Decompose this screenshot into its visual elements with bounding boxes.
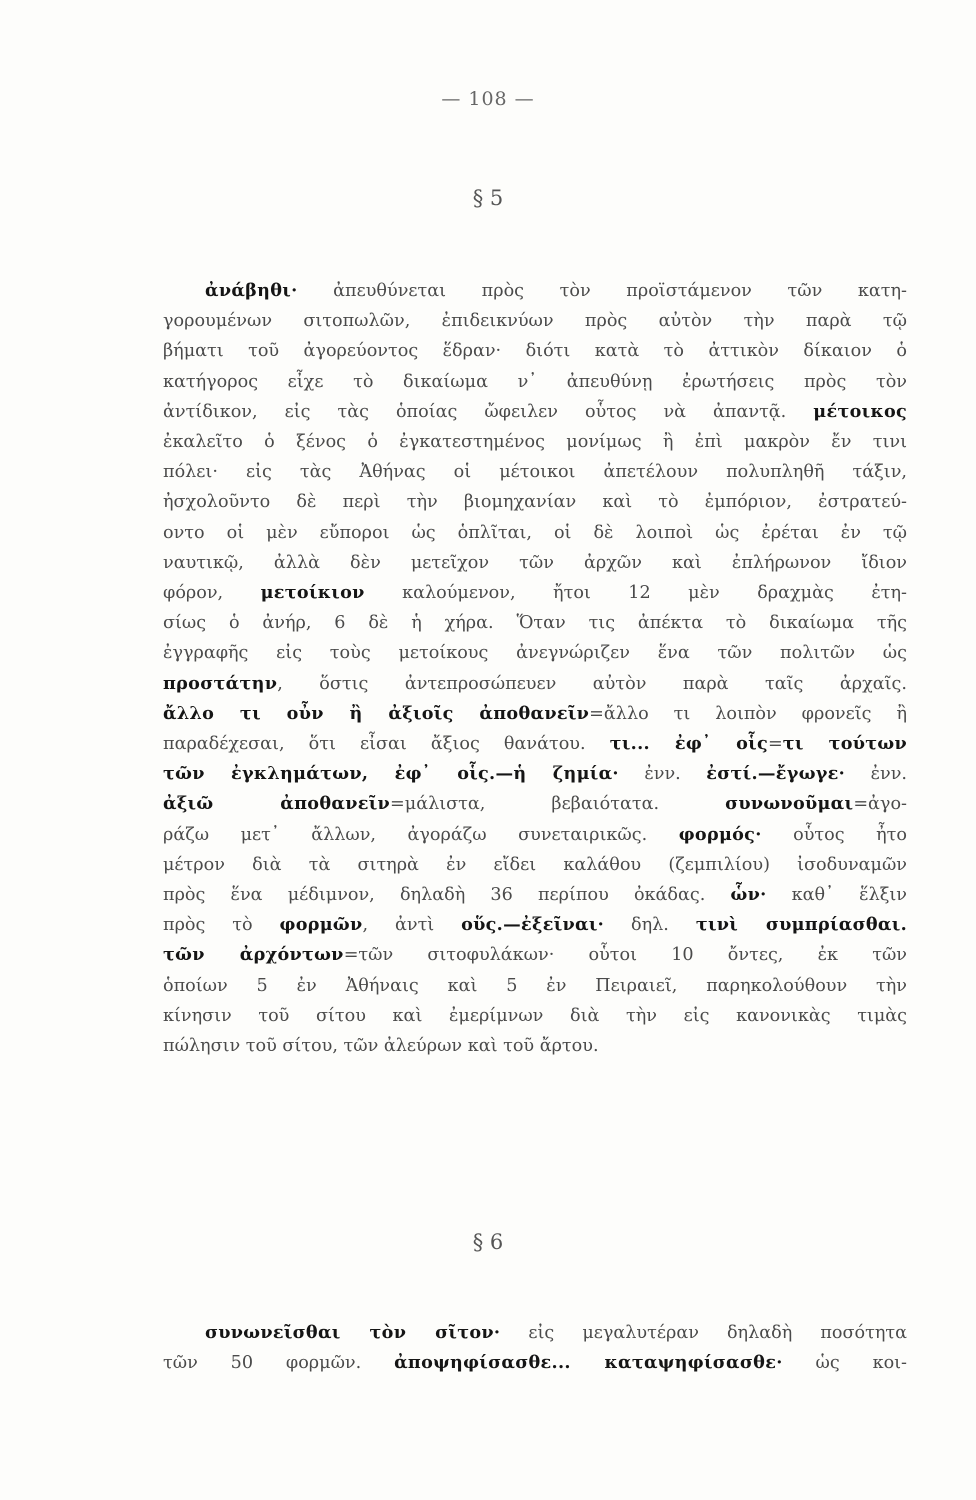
text-run: οὗτος ἦτο: [761, 824, 907, 845]
text-run: βήματι τοῦ ἀγορεύοντος ἕδραν· διότι κατὰ τὸ ἀττικὸν δίκαιον ὁ: [163, 341, 907, 362]
bold-lemma: ἄλλο τι οὖν ἢ ἀξιοῖς ἀποθανεῖν: [163, 702, 590, 724]
text-run: , ὅστις ἀντεπροσώπευεν αὐτὸν παρὰ ταῖς ἀρχαῖς.: [277, 673, 907, 694]
text-run: πόλει· εἰς τὰς Ἀθήνας οἱ μέτοικοι ἀπετέλουν πολυπληθῆ τάξιν,: [163, 462, 907, 483]
bold-lemma: ἀνάβηθι·: [205, 280, 298, 301]
text-line: [163, 940, 907, 970]
text-line: [163, 1348, 907, 1378]
text-line: [163, 306, 907, 336]
text-run: ἐκαλεῖτο ὁ ξένος ὁ ἐγκατεστημένος μονίμως ἢ ἐπὶ μακρὸν ἔν τινι: [163, 432, 907, 453]
text-line: [163, 1318, 907, 1348]
text-run: πρὸς ἕνα μέδιμνον, δηλαδὴ 36 περίπου ὀκάδας.: [163, 885, 731, 906]
section-5-commentary: [163, 276, 907, 1061]
text-run: δηλ.: [604, 915, 696, 936]
bold-lemma: μετοίκιον: [260, 582, 365, 604]
section-5-heading: § 5: [472, 186, 504, 210]
text-line: [163, 638, 907, 668]
text-run: ράζω μετ᾽ ἄλλων, ἀγοράζω συνεταιρικῶς.: [163, 824, 679, 845]
text-run: , ἀντὶ: [362, 915, 462, 936]
text-run: ἐγγραφῆς εἰς τοὺς μετοίκους ἀνεγνώριζεν ἕνα τῶν πολιτῶν ὡς: [163, 643, 907, 664]
text-line: [163, 759, 907, 789]
text-run: τῶν 50 φορμῶν.: [163, 1353, 395, 1374]
text-run: =ἀγο-: [853, 794, 907, 815]
bold-lemma: φορμός·: [678, 823, 762, 845]
text-line: [163, 336, 907, 366]
bold-lemma: τῶν ἐγκλημάτων, ἐφ᾽ οἷς.—ἡ ζημία·: [163, 763, 619, 785]
text-run: εἰς μεγαλυτέραν δηλαδὴ ποσότητα: [500, 1323, 907, 1343]
text-line: [163, 729, 907, 759]
text-run: πώλησιν τοῦ σίτου, τῶν ἀλεύρων καὶ τοῦ ἄρτου.: [163, 1036, 599, 1057]
text-run: ναυτικῷ, ἀλλὰ δὲν μετεῖχον τῶν ἀρχῶν καὶ ἐπλήρωνον ἴδιον: [163, 552, 907, 573]
text-line: [163, 1001, 907, 1031]
text-run: ἀντίδικον, εἰς τὰς ὁποίας ὤφειλεν οὗτος νὰ ἀπαντᾷ.: [163, 401, 814, 422]
text-line: [163, 820, 907, 850]
bold-lemma: τῶν ἀρχόντων: [163, 944, 344, 966]
bold-lemma: μέτοικος: [813, 400, 907, 422]
bold-lemma: τινὶ συμπρίασθαι.: [695, 914, 907, 936]
text-run: γορουμένων σιτοπωλῶν, ἐπιδεικνύων πρὸς αὐτὸν τὴν παρὰ τῷ: [163, 311, 907, 332]
text-line: [163, 669, 907, 699]
page-number: — 108 —: [441, 88, 535, 110]
text-run: ἠσχολοῦντο δὲ περὶ τὴν βιομηχανίαν καὶ τὸ ἐμπόριον, ἐστρατεύ-: [163, 492, 907, 513]
section-6-commentary: [163, 1318, 907, 1378]
text-line: [163, 276, 907, 306]
bold-lemma: συνωνοῦμαι: [725, 793, 854, 815]
text-run: καλούμενον, ἤτοι 12 μὲν δραχμὰς ἐτη-: [364, 583, 907, 604]
text-run: παραδέχεσαι, ὅτι εἶσαι ἄξιος θανάτου.: [163, 734, 610, 755]
text-run: ἀπευθύνεται πρὸς τὸν προϊστάμενον τῶν κατη-: [297, 281, 907, 301]
bold-lemma: ὧν·: [730, 884, 767, 906]
text-line: [163, 367, 907, 397]
text-run: =μάλιστα, βεβαιότατα.: [390, 794, 726, 815]
text-line: [163, 518, 907, 548]
bold-lemma: προστάτην: [163, 672, 278, 694]
text-run: ὁποίων 5 ἐν Ἀθήναις καὶ 5 ἐν Πειραιεῖ, παρηκολούθουν τὴν: [163, 975, 907, 996]
bold-lemma: φορμῶν: [279, 914, 363, 936]
text-line: [163, 789, 907, 819]
text-line: [163, 397, 907, 427]
text-run: =: [767, 734, 783, 755]
text-run: ὡς κοι-: [782, 1353, 907, 1374]
text-run: πρὸς τὸ: [163, 915, 280, 936]
text-line: [163, 457, 907, 487]
section-6-heading: § 6: [472, 1230, 504, 1254]
text-line: [163, 699, 907, 729]
text-line: [163, 850, 907, 880]
text-run: ἐνν.: [618, 764, 707, 785]
text-run: ἐνν.: [845, 764, 907, 785]
text-run: φόρον,: [163, 583, 261, 604]
text-line: [163, 880, 907, 910]
text-line: [163, 971, 907, 1001]
text-line: [163, 578, 907, 608]
bold-lemma: συνωνεῖσθαι τὸν σῖτον·: [205, 1322, 501, 1343]
bold-lemma: τι... ἐφ᾽ οἷς: [609, 733, 768, 755]
text-run: κίνησιν τοῦ σίτου καὶ ἐμερίμνων διὰ τὴν εἰς κανονικὰς τιμὰς: [163, 1005, 907, 1026]
text-line: [163, 1031, 907, 1061]
bold-lemma: ἀποψηφίσασθε... καταψηφίσασθε·: [394, 1352, 783, 1374]
text-run: σίως ὁ ἀνήρ, 6 δὲ ἡ χήρα. Ὅταν τις ἀπέκτα τὸ δικαίωμα τῆς: [163, 613, 907, 634]
text-line: [163, 487, 907, 517]
text-run: =ἄλλο τι λοιπὸν φρονεῖς ἢ: [589, 703, 907, 724]
text-run: κατήγορος εἶχε τὸ δικαίωμα ν᾽ ἀπευθύνῃ ἐρωτήσεις πρὸς τὸν: [163, 371, 907, 392]
bold-lemma: ἀξιῶ ἀποθανεῖν: [163, 793, 391, 815]
text-line: [163, 427, 907, 457]
bold-lemma: τι τούτων: [782, 733, 907, 755]
text-line: [163, 910, 907, 940]
text-run: καθ᾽ ἕλξιν: [766, 885, 907, 906]
text-line: [163, 608, 907, 638]
text-run: =τῶν σιτοφυλάκων· οὗτοι 10 ὄντες, ἐκ τῶν: [343, 945, 907, 966]
text-run: οντο οἱ μὲν εὔποροι ὡς ὁπλῖται, οἱ δὲ λοιποὶ ὡς ἐρέται ἐν τῷ: [163, 522, 907, 543]
bold-lemma: οὕς.—ἐξεῖναι·: [461, 914, 605, 936]
text-line: [163, 548, 907, 578]
bold-lemma: ἐστί.—ἔγωγε·: [706, 763, 846, 785]
text-run: μέτρον διὰ τὰ σιτηρὰ ἐν εἴδει καλάθου (ζεμπιλίου) ἰσοδυναμῶν: [163, 854, 907, 875]
